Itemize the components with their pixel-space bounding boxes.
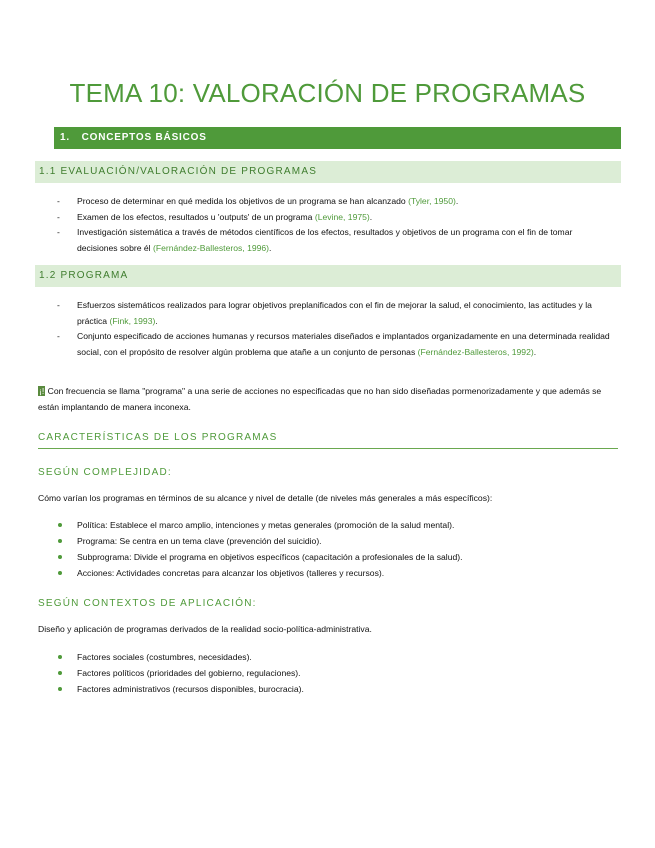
programa-definitions-list xyxy=(55,298,615,360)
list-item: Política: Establece el marco amplio, intenciones y metas generales (promoción de la salud mental). xyxy=(55,517,615,533)
list-item: - Esfuerzos sistemáticos realizados para lograr objetivos preplanificados con el fin de mejorar la salud, el conocimiento, las actitudes y la práctica (Fink, 1993). xyxy=(55,298,615,329)
heading-divider xyxy=(38,448,618,449)
list-item: Factores sociales (costumbres, necesidades). xyxy=(55,649,615,665)
section-number: 1. xyxy=(60,132,70,143)
list-item: - Examen de los efectos, resultados u 'outputs' de un programa (Levine, 1975). xyxy=(55,210,615,226)
list-item: Factores administrativos (recursos disponibles, burocracia). xyxy=(55,681,615,697)
citation: (Levine, 1975) xyxy=(314,211,370,222)
programa-note: ¡! Con frecuencia se llama "programa" a una serie de acciones no especificadas que no han sido diseñadas pormenorizadamente y que además se están implantando de manera inconexa. xyxy=(38,386,602,412)
citation: (Tyler, 1950) xyxy=(408,196,456,206)
contextos-list xyxy=(55,649,615,697)
complejidad-list xyxy=(55,517,615,581)
contextos-heading: SEGÚN CONTEXTOS DE APLICACIÓN: xyxy=(38,598,257,609)
evaluacion-definitions-list xyxy=(55,194,615,256)
subsection-heading-programa: 1.2 PROGRAMA xyxy=(35,265,621,287)
section-heading-conceptos-basicos xyxy=(54,127,621,149)
list-item: Subprograma: Divide el programa en objetivos específicos (capacitación a profesionales de la salud). xyxy=(55,549,615,565)
citation: (Fernández-Ballesteros, 1996) xyxy=(152,242,270,253)
complejidad-heading: SEGÚN COMPLEJIDAD: xyxy=(38,467,172,478)
contextos-intro: Diseño y aplicación de programas derivados de la realidad socio-política-administrativa. xyxy=(38,624,372,634)
citation: (Fink, 1993) xyxy=(109,315,156,326)
complejidad-intro: Cómo varían los programas en términos de su alcance y nivel de detalle (de niveles más generales a más específicos): xyxy=(38,493,493,503)
citation: (Fernández-Ballesteros, 1992) xyxy=(417,346,534,357)
list-item: - Proceso de determinar en qué medida los objetivos de un programa se han alcanzado (Tyler, 1950). xyxy=(55,194,615,210)
subsection-heading-evaluacion: 1.1 EVALUACIÓN/VALORACIÓN DE PROGRAMAS xyxy=(35,161,621,183)
list-item: Factores políticos (prioridades del gobierno, regulaciones). xyxy=(55,665,615,681)
list-item: Programa: Se centra en un tema clave (prevención del suicidio). xyxy=(55,533,615,549)
section-label: CONCEPTOS BÁSICOS xyxy=(81,132,207,143)
note-highlight-mark: ¡! xyxy=(39,386,45,396)
list-item: Acciones: Actividades concretas para alcanzar los objetivos (talleres y recursos). xyxy=(55,565,615,581)
caracteristicas-heading: CARACTERÍSTICAS DE LOS PROGRAMAS xyxy=(38,432,278,443)
list-item: - Conjunto especificado de acciones humanas y recursos materiales diseñados e implantados organizadamente en una determinada realidad social, con el propósito de resolver algún problema que atañe a un conjunto de personas (Fernández-Ballesteros, 1992). xyxy=(55,329,615,360)
page-title: TEMA 10: VALORACIÓN DE PROGRAMAS xyxy=(69,78,586,108)
list-item: - Investigación sistemática a través de métodos científicos de los efectos, resultados y objetivos de un programa con el fin de tomar decisiones sobre él (Fernández-Ballesteros, 1996). xyxy=(55,225,615,256)
